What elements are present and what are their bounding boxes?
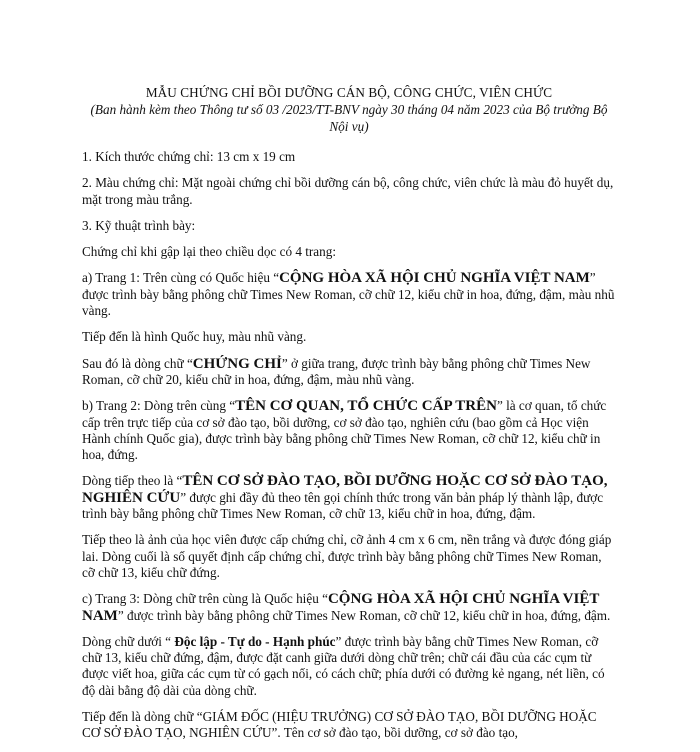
paragraph-motto: Dòng chữ dưới “ Độc lập - Tự do - Hạnh phúc” được trình bày bằng chữ Times New Roman, cỡ chữ 13, kiểu chữ đứng, đậm, được đặt canh giữa dưới dòng chữ trên; chữ cái đầu của các cụm từ được viết hoa, giữa các cụm từ có gạch nối, có cách chữ; phía dưới có đường kẻ ngang, nét liền, có độ dài bằng độ dài của dòng chữ. [82, 633, 605, 698]
document-page [82, 84, 616, 752]
paragraph-page1: a) Trang 1: Trên cùng có Quốc hiệu “CỘNG HÒA XÃ HỘI CHỦ NGHĨA VIỆT NAM” được trình bày bằng phông chữ Times New Roman, cỡ chữ 12, kiểu chữ in hoa, đứng, đậm, màu nhũ vàng. [82, 270, 615, 319]
paragraph-page3: c) Trang 3: Dòng chữ trên cùng là Quốc hiệu “CỘNG HÒA XÃ HỘI CHỦ NGHĨA VIỆT NAM” được trình bày bằng phông chữ Times New Roman, cỡ chữ 12, kiểu chữ in hoa, đứng, đậm. [82, 591, 611, 624]
bold-text: CỘNG HÒA XÃ HỘI CHỦ NGHĨA VIỆT NAM [82, 591, 600, 624]
paragraph-director: Tiếp đến là dòng chữ “GIÁM ĐỐC (HIỆU TRƯỞNG) CƠ SỞ ĐÀO TẠO, BỒI DƯỠNG HOẶC CƠ SỞ ĐÀO TẠO, NGHIÊN CỨU”. Tên cơ sở đào tạo, bồi dưỡng, cơ sở đào tạo, [82, 709, 597, 741]
paragraph-certificate: Sau đó là dòng chữ “CHỨNG CHỈ” ở giữa trang, được trình bày bằng phông chữ Times New Roman, cỡ chữ 20, kiểu chữ in hoa, đứng, đậm, màu nhũ vàng. [82, 355, 591, 387]
bold-text: TÊN CƠ SỞ ĐÀO TẠO, BỒI DƯỠNG HOẶC CƠ SỞ ĐÀO TẠO, NGHIÊN CỨU [82, 473, 608, 506]
paragraph-technique: 3. Kỹ thuật trình bày: [82, 217, 196, 233]
paragraph-color: 2. Màu chứng chỉ: Mặt ngoài chứng chỉ bồi dưỡng cán bộ, công chức, viên chức là màu đỏ huyết dụ, mặt trong màu trắng. [82, 175, 614, 207]
paragraph-pages: Chứng chỉ khi gập lại theo chiều dọc có 4 trang: [82, 244, 336, 260]
bold-text: CHỨNG CHỈ [192, 355, 282, 372]
paragraph-emblem: Tiếp đến là hình Quốc huy, màu nhũ vàng. [82, 329, 307, 345]
bold-text: TÊN CƠ QUAN, TỔ CHỨC CẤP TRÊN [235, 398, 497, 415]
document-title: MẪU CHỨNG CHỈ BỒI DƯỠNG CÁN BỘ, CÔNG CHỨC, VIÊN CHỨC [145, 85, 553, 100]
paragraph-size: 1. Kích thước chứng chỉ: 13 cm x 19 cm [82, 149, 296, 164]
paragraph-institution: Dòng tiếp theo là “TÊN CƠ SỞ ĐÀO TẠO, BỒI DƯỠNG HOẶC CƠ SỞ ĐÀO TẠO, NGHIÊN CỨU” được ghi đầy đủ theo tên gọi chính thức trong văn bản pháp lý thành lập, được trình bày bằng phông chữ Times New Roman, cỡ chữ 13, kiểu chữ in hoa, đứng, đậm. [82, 473, 608, 522]
bold-text: Độc lập - Tự do - Hạnh phúc [174, 633, 336, 649]
paragraph-page2: b) Trang 2: Dòng trên cùng “TÊN CƠ QUAN, TỔ CHỨC CẤP TRÊN” là cơ quan, tổ chức cấp trên trực tiếp của cơ sở đào tạo, bồi dưỡng, cơ sở đào tạo, nghiên cứu (bao gồm cả Học viện Hành chính Quốc gia), được trình bày bằng phông chữ Times New Roman, cỡ chữ 12, kiểu chữ in hoa, đứng. [82, 398, 607, 463]
document-subtitle: (Ban hành kèm theo Thông tư số 03 /2023/TT-BNV ngày 30 tháng 04 năm 2023 của Bộ trưởng Bộ Nội vụ) [90, 102, 608, 134]
bold-text: CỘNG HÒA XÃ HỘI CHỦ NGHĨA VIỆT NAM [279, 270, 590, 287]
paragraph-photo: Tiếp theo là ảnh của học viên được cấp chứng chỉ, cỡ ảnh 4 cm x 6 cm, nền trắng và được đóng giáp lai. Dòng cuối là số quyết định cấp chứng chỉ, được trình bày bằng phông chữ Times New Roman, cỡ chữ 13, kiểu chữ đứng. [82, 532, 612, 580]
